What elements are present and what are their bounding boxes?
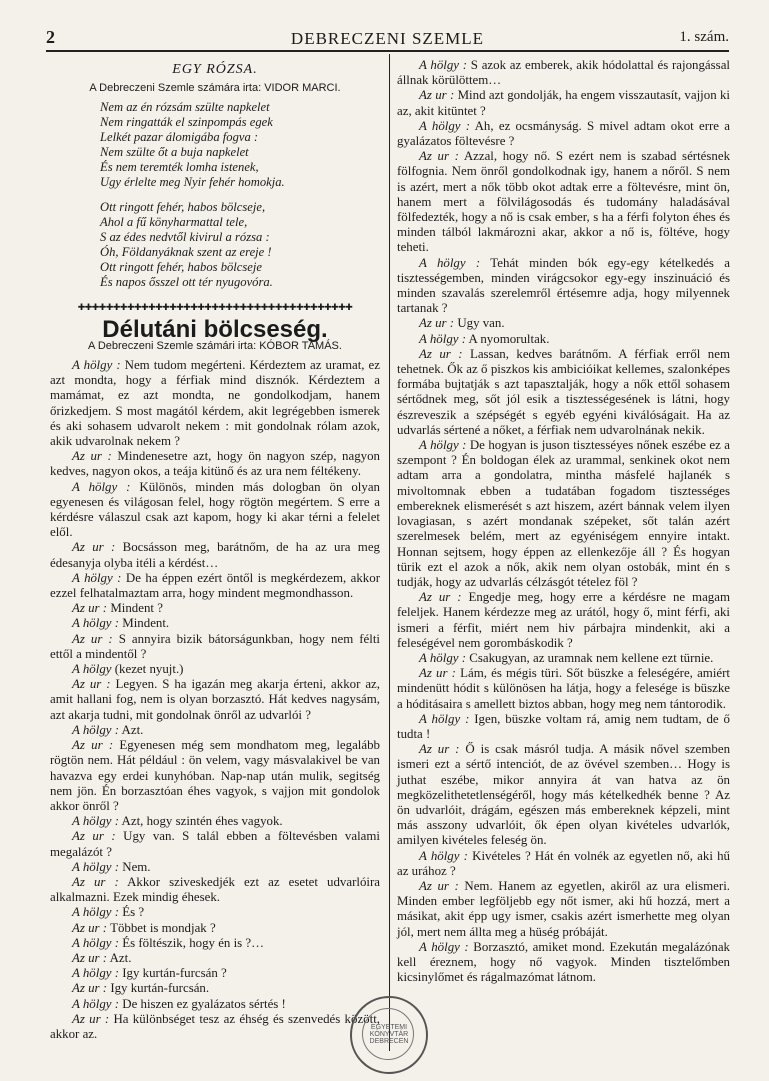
poem-line: Ott ringott fehér, habos bölcseje, bbox=[100, 200, 266, 215]
dialogue-text: Mindent. bbox=[119, 616, 170, 631]
dialogue-text: Azzal, hogy nő. S ezért nem is szabad sértésnek fölfognia. Nem önről gondolkodnak igy, hanem a nőről. S nem is azért, mert a nők több okot adtak erre a föltevésre, mint ön, hanem mert a fölvilágosodás és tudomány haladásával fölfedezték, hogy a nő is csak ember, s ha a férfi folyton éhes és minden tálból lakmározni akar, akkor a nő is, föltéve, hogy teheti. bbox=[397, 149, 731, 255]
speaker-label: A hölgy : bbox=[419, 939, 469, 954]
dialogue-text: Ah, ez ocsmányság. S mivel adtam okot erre a gyalázatos föltevésre ? bbox=[397, 118, 730, 149]
dialogue-text: Azt. bbox=[119, 722, 144, 737]
poem-line: S az édes nedvtől kivirul a rózsa : bbox=[100, 230, 270, 245]
speaker-label: A hölgy : bbox=[419, 711, 470, 726]
speaker-label: Az ur : bbox=[72, 1011, 110, 1026]
dialogue-text: Igen, büszke voltam rá, amig nem tudtam, de ő tudta ! bbox=[397, 711, 730, 741]
speaker-label: Az ur : bbox=[72, 601, 108, 616]
speaker-label: Az ur : bbox=[419, 316, 455, 331]
dialogue-text: Engedje meg, hogy erre a kérdésre ne magam feleljek. Hanem kérdezze meg az urától, hogy ő, mint férfi, aki ismeri a férfit, miért nem hiv párbajra mindenkit, aki a feleségével nem gorombáskodik ? bbox=[397, 590, 730, 650]
dialogue-paragraph bbox=[397, 438, 730, 590]
poem-body bbox=[100, 100, 380, 290]
speaker-label: Az ur : bbox=[72, 874, 119, 889]
speaker-label: Az ur : bbox=[419, 149, 459, 164]
poem-line: És nem teremték lomha istenek, bbox=[100, 160, 259, 175]
speaker-label: Az ur : bbox=[419, 88, 455, 103]
speaker-label: A hölgy : bbox=[72, 814, 120, 829]
dialogue-paragraph bbox=[397, 742, 730, 848]
dialogue-text: Azt. bbox=[107, 950, 132, 965]
header-rule bbox=[46, 50, 729, 52]
speaker-label: A hölgy : bbox=[419, 650, 467, 665]
poem-line: Óh, Földanyáknak szent az ereje ! bbox=[100, 245, 272, 260]
speaker-label: Az ur : bbox=[72, 631, 113, 646]
dialogue-text: Borzasztó, amiket mond. Ezekután megalázónak kell éreznem, hogy nő vagyok. Minden tisztelőmben kicsinylőmet és rágalmazómat látnom. bbox=[397, 939, 730, 985]
dialogue-paragraph bbox=[397, 651, 730, 666]
dialogue-paragraph bbox=[397, 849, 730, 879]
poem-line: Ott ringott fehér, habos bölcseje bbox=[100, 260, 262, 275]
dialogue-paragraph bbox=[397, 590, 730, 651]
poem-line: Nem szülte őt a buja napkelet bbox=[100, 145, 249, 160]
dialogue-paragraph bbox=[397, 666, 730, 712]
speaker-label: Az ur : bbox=[72, 920, 108, 935]
dialogue-text: Ő is csak másról tudja. A másik nővel szemben ismeri ezt a sértő intenciót, de az övével szemben… Hogy is juthat eszébe, mikor annyira át van hatva az ön megközelithetetlenségéről, hogy más kételkedhék benne ? Az ön udvarlóit, drágám, egészen más embereknek képzeli, mint más asszony udvarlóit, ők épen olyan kivételes udvarlók, amilyen kivételes feleség ön. bbox=[397, 742, 731, 848]
dialogue-text: Nem. Hanem az egyetlen, akiről az ura elismeri. Minden ember legföljebb egy nőt ismer, aki hű hozzá, mert a másikat, akit épp ugy ismer, csakis azért ismerhette meg olyan jól, mert nem állta meg a hüség próbáját. bbox=[397, 878, 730, 939]
dialogue-text: Igy kurtán-furcsán ? bbox=[119, 966, 227, 981]
speaker-label: A hölgy : bbox=[72, 479, 131, 494]
dialogue-paragraph bbox=[50, 738, 380, 814]
dialogue-text: Ugy van. S talál ebben a föltevésben valami megalázót ? bbox=[50, 829, 380, 859]
speaker-label: A hölgy : bbox=[419, 438, 467, 453]
dialogue-paragraph bbox=[50, 662, 380, 677]
dialogue-text: S annyira bizik bátorságunkban, hogy nem félti ettől a mindentől ? bbox=[50, 631, 380, 661]
column-divider bbox=[389, 54, 390, 1051]
speaker-label: A hölgy : bbox=[419, 58, 468, 72]
dialogue-paragraph bbox=[50, 616, 380, 631]
speaker-label: A hölgy : bbox=[419, 848, 468, 863]
dialogue-paragraph bbox=[50, 860, 380, 875]
dialogue-paragraph bbox=[397, 879, 730, 940]
poem-stanza-2 bbox=[100, 200, 380, 290]
dialogue-paragraph bbox=[397, 149, 730, 255]
poem-title: EGY RÓZSA. bbox=[172, 62, 258, 77]
dialogue-text: Legyen. S ha igazán meg akarja érteni, akkor az, amit hallani fog, nem is olyan borzasztó. Hát kedves nagysám, azt akarja tudni, mit gondolnak önről az udvarlói ? bbox=[50, 677, 380, 722]
poem-line: Ugy érlelte meg Nyir fehér homokja. bbox=[100, 175, 285, 190]
dialogue-text: Mindent ? bbox=[107, 601, 163, 616]
left-column bbox=[50, 58, 380, 1042]
dialogue-text: Különös, minden más dologban ön olyan egyenesen és világosan felel, hogy rögtön megértem. S erre a kérdésre válaszul csak azt kapom, hogy ki akar térni a felelet elől. bbox=[50, 479, 380, 540]
dialogue-paragraph bbox=[50, 921, 380, 936]
speaker-label: Az ur : bbox=[419, 590, 462, 605]
dialogue-paragraph bbox=[50, 677, 380, 723]
dialogue-text: Lassan, kedves barátnőm. A férfiak erről nem tehetnek. Ők az ő piszkos kis ambicióikat kellemes, szalonképes formába bujtatják s azt tapasztalják, hogy a nők ettől sohasem sértődnek meg, sőt jól esik a tisztességesének is látni, hogy észreveszik a szépségét s egyéb egyéni kiválóságait. Ha az udvarlás sértené a nőket, a férfiak nem udvarolnának nekik. bbox=[397, 346, 730, 437]
dialogue-paragraph bbox=[50, 966, 380, 981]
speaker-label: Az ur : bbox=[72, 950, 108, 965]
journal-title: DEBRECZENI SZEMLE bbox=[290, 29, 485, 48]
dialogue-text: És ? bbox=[119, 905, 145, 920]
dialogue-text: Tehát minden bók egy-egy kételkedés a tisztességemben, minden virágcsokor egy-egy inszinuáció és minden szavalás szerelemről értésemre adja, hogy milyennek tartanak ? bbox=[397, 255, 730, 316]
poem-line: Lelkét pazar álomigába fogva : bbox=[100, 130, 259, 145]
dialogue-paragraph bbox=[50, 449, 380, 479]
speaker-label: A hölgy : bbox=[72, 616, 120, 631]
dialogue-text: Mind azt gondolják, ha engem visszautasít, vajjon ki az, akit kitüntet ? bbox=[397, 88, 730, 118]
dialogue-paragraph bbox=[50, 981, 380, 996]
dialogue-text: Lám, és mégis türi. Sőt büszke a feleségére, amiért mindenütt hódit s különösen ha látja, hogy a felesége is büszke a hóditásaira s amellett biztos abban, hogy meg nem tántorodik. bbox=[397, 666, 730, 711]
speaker-label: Az ur : bbox=[419, 878, 459, 893]
dialogue-text: És föltészik, hogy én is ?… bbox=[119, 935, 265, 950]
speaker-label: Az ur : bbox=[72, 738, 114, 753]
dialogue-text: Csakugyan, az uramnak nem kellene ezt türnie. bbox=[466, 650, 714, 665]
dialogue-text: Bocsásson meg, barátnőm, de ha az ura meg édesanyja olyba itéli a kérdést… bbox=[50, 540, 380, 570]
dialogue-text: Igy kurtán-furcsán. bbox=[107, 981, 210, 996]
dialogue-paragraph bbox=[50, 632, 380, 662]
speaker-label: A hölgy : bbox=[72, 722, 120, 737]
dialogue-paragraph bbox=[50, 814, 380, 829]
page-number: 2 bbox=[46, 27, 55, 47]
dialogue-text: Mindenesetre azt, hogy ön nagyon szép, nagyon kedves, nagyon okos, a teája kitünő és az ura nem féltékeny. bbox=[50, 449, 380, 479]
page-header bbox=[46, 27, 729, 49]
dialogue-paragraph bbox=[50, 997, 380, 1012]
dialogue-text: S azok az emberek, akik hódolattal és rajongással állnak körülöttem… bbox=[397, 58, 730, 88]
library-stamp bbox=[350, 996, 428, 1074]
poem-line: És napos ősszel ott tér nyugovóra. bbox=[100, 275, 273, 290]
stamp-text-top: EGYETEMI KÖNYVTÁR bbox=[369, 1024, 409, 1038]
ornamental-separator: ✚✚✚✚✚✚✚✚✚✚✚✚✚✚✚✚✚✚✚✚✚✚✚✚✚✚✚✚✚✚✚✚✚✚✚✚✚✚✚ bbox=[77, 302, 353, 313]
dialogue-paragraph bbox=[50, 829, 380, 859]
dialogue-paragraph bbox=[50, 905, 380, 920]
dialogue-text: Azt, hogy szintén éhes vagyok. bbox=[119, 814, 283, 829]
speaker-label: A hölgy : bbox=[419, 255, 481, 270]
dialogue-text: De hiszen ez gyalázatos sértés ! bbox=[119, 996, 286, 1011]
dialogue-paragraph bbox=[50, 480, 380, 541]
dialogue-paragraph bbox=[50, 875, 380, 905]
speaker-label: Az ur : bbox=[419, 666, 456, 681]
issue-number: 1. szám. bbox=[679, 29, 729, 45]
dialogue-text: Ugy van. bbox=[454, 316, 505, 331]
dialogue-text: De ha éppen ezért öntől is megkérdezem, akkor ezzel felhatalmaztam arra, hogy mindent megmondhasson. bbox=[50, 570, 380, 601]
dialogue-paragraph bbox=[50, 936, 380, 951]
dialogue-text: De hogyan is juson tisztesséyes nőnek eszébe ez a szempont ? Én boldogan élek az urammal, senkinek okot nem adtam arra a gondolatra, mintha másfelé hajlanék s mivoltomnak ebben a tudatában fogadom tisztességes embereknek elismerését s azt hiszem, azért bánnak velem ilyen lovagiasan, s azért mondanak szépeket, sőt talán azért szerelmesek belém, mert az egyéniségem ennyire intakt. Honnan sejtsem, hogy éppen az ellenkezője áll ? És hogyan türik ezt el azok a nők, akik nem olyan ostobák, mint én s tudják, hogy az udvarlás célzásgót tételez föl ? bbox=[397, 438, 730, 589]
speaker-label: Az ur : bbox=[72, 981, 108, 996]
speaker-label: Az ur : bbox=[72, 829, 116, 844]
dialogue-paragraph bbox=[397, 712, 730, 742]
dialogue-text: Nem tudom megérteni. Kérdeztem az uramat, ez azt mondta, hogy a férfiak mind disznók. Kérdeztem a mamámat, ez azt mondta, ne gondolkodjam, hanem őrizkedjem. S most magától kérdem, akit legrégebben ismerek és aki sohasem udvarolt nekem : mit gondolnak rólam azok, akik udvarolnak nekem ? bbox=[50, 358, 380, 449]
dialogue-paragraph bbox=[50, 358, 380, 449]
dialogue-left bbox=[50, 358, 380, 1042]
dialogue-right bbox=[397, 58, 730, 985]
speaker-label: Az ur : bbox=[72, 449, 112, 464]
dialogue-paragraph bbox=[397, 119, 730, 149]
dialogue-text: A nyomorultak. bbox=[466, 331, 550, 346]
poem-stanza-1 bbox=[100, 100, 380, 190]
speaker-label: Az ur : bbox=[419, 742, 460, 757]
speaker-label: A hölgy : bbox=[72, 935, 120, 950]
poem-line: Ahol a fű könyharmattal tele, bbox=[100, 215, 248, 230]
dialogue-text: Kivételes ? Hát én volnék az egyetlen nő, aki hű az urához ? bbox=[397, 848, 730, 878]
dialogue-paragraph bbox=[50, 601, 380, 616]
speaker-label: A hölgy : bbox=[72, 358, 121, 373]
speaker-label: A hölgy : bbox=[419, 331, 467, 346]
speaker-label: A hölgy : bbox=[72, 996, 120, 1011]
dialogue-text: Ha különbséget tesz az éhség és szenvedés között, akkor az. bbox=[50, 1011, 380, 1041]
dialogue-paragraph bbox=[397, 316, 730, 331]
dialogue-paragraph bbox=[397, 58, 730, 88]
dialogue-paragraph bbox=[50, 723, 380, 738]
speaker-label: A hölgy : bbox=[72, 966, 120, 981]
poem-byline: A Debreczeni Szemle számára irta: VIDOR MARCI. bbox=[89, 82, 341, 95]
speaker-label: Az ur : bbox=[72, 677, 111, 692]
dialogue-paragraph bbox=[50, 540, 380, 570]
dialogue-text: Többet is mondjak ? bbox=[107, 920, 216, 935]
speaker-label: A hölgy : bbox=[72, 905, 120, 920]
dialogue-paragraph bbox=[397, 347, 730, 438]
dialogue-text: Akkor sziveskedjék ezt az esetet udvarlóira alkalmazni. Ezek mindig éhesek. bbox=[50, 874, 380, 905]
speaker-label: A hölgy : bbox=[72, 859, 120, 874]
stamp-text-bottom: DEBRECEN bbox=[369, 1038, 409, 1045]
dialogue-paragraph bbox=[397, 256, 730, 317]
dialogue-paragraph bbox=[397, 88, 730, 118]
speaker-label: A hölgy : bbox=[419, 118, 471, 133]
dialogue-paragraph bbox=[397, 332, 730, 347]
dialogue-paragraph bbox=[50, 1012, 380, 1042]
speaker-label: A hölgy bbox=[72, 662, 112, 677]
right-column bbox=[397, 58, 730, 985]
dialogue-text: Nem. bbox=[119, 859, 151, 874]
dialogue-paragraph bbox=[50, 571, 380, 601]
speaker-label: A hölgy : bbox=[72, 570, 122, 585]
dialogue-paragraph bbox=[397, 940, 730, 986]
speaker-label: Az ur : bbox=[419, 346, 463, 361]
essay-title: Délutáni bölcseség. bbox=[102, 315, 328, 343]
poem-line: Nem az én rózsám szülte napkelet bbox=[100, 100, 270, 115]
essay-byline: A Debreczeni Szemle számári irta: KÓBOR TAMÁS. bbox=[88, 339, 342, 352]
dialogue-text: (kezet nyujt.) bbox=[111, 662, 184, 677]
speaker-label: Az ur : bbox=[72, 540, 116, 555]
poem-line: Nem ringatták el szinpompás egek bbox=[100, 115, 273, 130]
dialogue-text: Egyenesen még sem mondhatom meg, legalább rögtön nem. Hát például : ön velem, vagy másvalakivel be van havazva egy erdei kunyhóban. Nap-nap után mulik, segitség nem jön. Én borzasztóan éhes vagyok, s vajjon mit gondolok akkor önről ? bbox=[50, 738, 381, 813]
dialogue-paragraph bbox=[50, 951, 380, 966]
